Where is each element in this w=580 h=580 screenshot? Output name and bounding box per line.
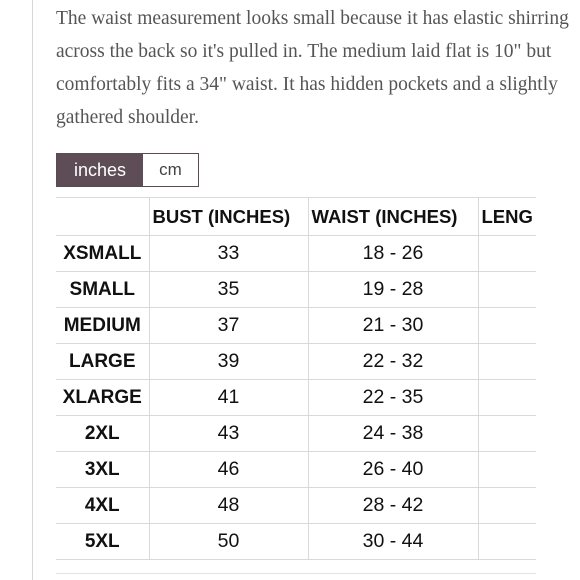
size-chart-header-row [56, 198, 536, 236]
bust-value: 35 [149, 272, 308, 308]
waist-value: 22 - 35 [308, 380, 478, 416]
bust-value: 46 [149, 452, 308, 488]
length-value [478, 380, 536, 416]
waist-value: 21 - 30 [308, 308, 478, 344]
length-value [478, 452, 536, 488]
bust-value: 50 [149, 524, 308, 560]
bust-value: 33 [149, 236, 308, 272]
header-size [56, 198, 149, 236]
length-value [478, 344, 536, 380]
length-value [478, 272, 536, 308]
size-label: SMALL [56, 272, 149, 308]
left-divider [32, 0, 33, 580]
table-row [56, 488, 536, 524]
size-label: 4XL [56, 488, 149, 524]
length-value [478, 488, 536, 524]
unit-option-cm[interactable]: cm [143, 154, 198, 186]
waist-value: 26 - 40 [308, 452, 478, 488]
header-bust: BUST (INCHES) [149, 198, 308, 236]
table-row [56, 416, 536, 452]
bust-value: 39 [149, 344, 308, 380]
size-label: XLARGE [56, 380, 149, 416]
size-label: 2XL [56, 416, 149, 452]
bust-value: 41 [149, 380, 308, 416]
size-label: MEDIUM [56, 308, 149, 344]
table-row [56, 344, 536, 380]
table-row [56, 452, 536, 488]
size-label: LARGE [56, 344, 149, 380]
waist-value: 28 - 42 [308, 488, 478, 524]
table-row [56, 380, 536, 416]
bust-value: 48 [149, 488, 308, 524]
length-value [478, 416, 536, 452]
size-chart-scroll[interactable] [56, 197, 536, 560]
product-description: The waist measurement looks small because it has elastic shirring across the back so it's pulled in. The medium laid flat is 10" but comfortably fits a 34" waist. It has hidden pockets and a slightly gathered shoulder. [56, 8, 569, 128]
waist-value: 22 - 32 [308, 344, 478, 380]
table-row [56, 524, 536, 560]
table-row [56, 236, 536, 272]
waist-value: 24 - 38 [308, 416, 478, 452]
table-row [56, 308, 536, 344]
bottom-divider [56, 573, 536, 574]
length-value [478, 236, 536, 272]
waist-value: 30 - 44 [308, 524, 478, 560]
length-value [478, 524, 536, 560]
bust-value: 43 [149, 416, 308, 452]
length-value [478, 308, 536, 344]
bust-value: 37 [149, 308, 308, 344]
waist-value: 18 - 26 [308, 236, 478, 272]
unit-option-inches[interactable]: inches [57, 154, 143, 186]
unit-toggle [56, 153, 199, 187]
waist-value: 19 - 28 [308, 272, 478, 308]
header-waist: WAIST (INCHES) [308, 198, 478, 236]
size-label: XSMALL [56, 236, 149, 272]
size-label: 3XL [56, 452, 149, 488]
table-row [56, 272, 536, 308]
size-label: 5XL [56, 524, 149, 560]
size-chart-table [56, 197, 536, 560]
header-length: LENG [478, 198, 536, 236]
